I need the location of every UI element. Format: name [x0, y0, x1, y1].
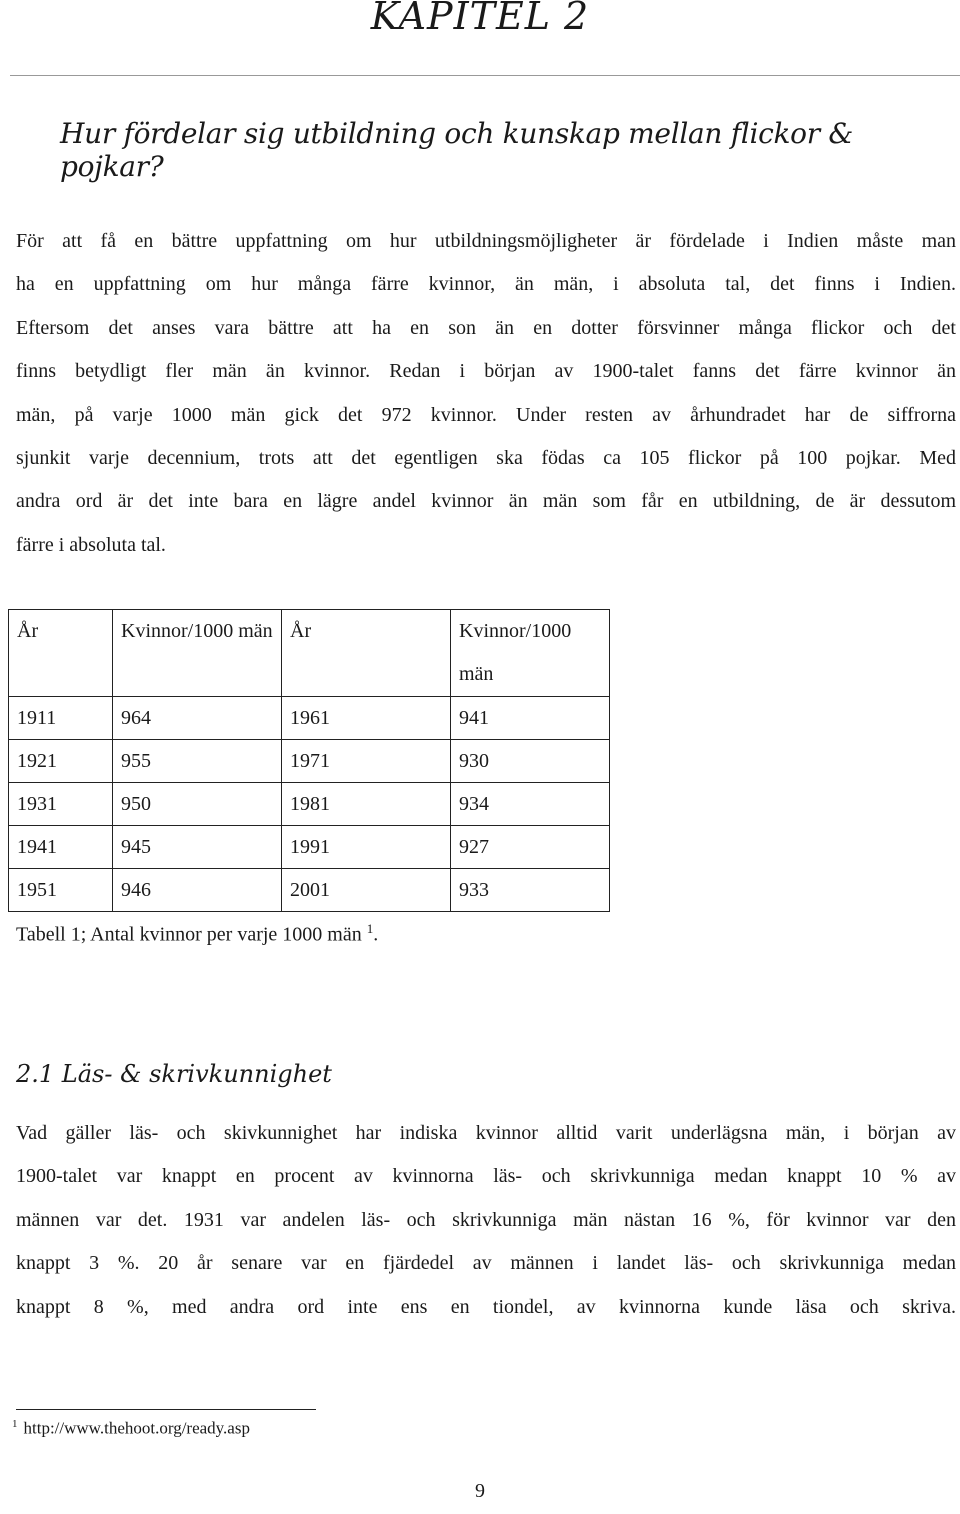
population-table	[8, 609, 610, 912]
header-cell: År	[9, 610, 113, 697]
paragraph-line: 1900-talet var knappt en procent av kvinnorna läs- och skrivkunniga medan knappt 10 % av	[16, 1165, 956, 1188]
table-cell: 2001	[282, 869, 451, 912]
paragraph-line: ha en uppfattning om hur många färre kvinnor, än män, i absoluta tal, det finns i Indien.	[16, 273, 956, 296]
footnote	[12, 1418, 250, 1439]
paragraph-line: knappt 8 %, med andra ord inte ens en tiondel, av kvinnorna kunde läsa och skriva.	[16, 1295, 956, 1318]
header-cell: Kvinnor/1000 män	[451, 610, 610, 697]
header-cell: Kvinnor/1000 män	[113, 610, 282, 697]
table-row	[9, 740, 610, 783]
paragraph-line: männen var det. 1931 var andelen läs- och skrivkunniga män nästan 16 %, för kvinnor var den	[16, 1208, 956, 1231]
paragraph-line: finns betydligt fler män än kvinnor. Redan i början av 1900-talet fanns det färre kvinnor än	[16, 360, 956, 383]
header-rule	[10, 75, 960, 76]
chapter-subtitle: Hur fördelar sig utbildning och kunskap mellan flickor & pojkar?	[60, 117, 854, 183]
table-row	[9, 783, 610, 826]
table-cell: 1941	[9, 826, 113, 869]
table-row	[9, 697, 610, 740]
table-row	[9, 826, 610, 869]
table-cell: 1991	[282, 826, 451, 869]
footnote-divider	[16, 1409, 316, 1410]
paragraph-line: knappt 3 %. 20 år senare var en fjärdedel av männen i landet läs- och skrivkunniga medan	[16, 1252, 956, 1275]
paragraph-literacy	[16, 1112, 956, 1329]
table-cell: 1951	[9, 869, 113, 912]
header-cell: År	[282, 610, 451, 697]
table-cell: 927	[451, 826, 610, 869]
page-number: 9	[475, 1480, 485, 1502]
footnote-link[interactable]: http://www.thehoot.org/ready.asp	[23, 1418, 250, 1438]
table-cell: 1931	[9, 783, 113, 826]
paragraph-line: färre i absoluta tal.	[16, 533, 166, 556]
table-row	[9, 869, 610, 912]
table-header-row	[9, 610, 610, 697]
table-cell: 941	[451, 697, 610, 740]
table-cell: 955	[113, 740, 282, 783]
table-cell: 1981	[282, 783, 451, 826]
table-cell: 1971	[282, 740, 451, 783]
table-cell: 934	[451, 783, 610, 826]
paragraph-line: För att få en bättre uppfattning om hur utbildningsmöjligheter är fördelade i Indien måste man	[16, 230, 956, 252]
table-cell: 933	[451, 869, 610, 912]
caption-end: .	[373, 923, 379, 946]
paragraph-intro	[16, 220, 956, 567]
paragraph-line: män, på varje 1000 män gick det 972 kvinnor. Under resten av århundradet har de siffrorna	[16, 403, 956, 426]
table-cell: 1921	[9, 740, 113, 783]
table-cell: 1961	[282, 697, 451, 740]
table-cell: 1911	[9, 697, 113, 740]
table-cell: 964	[113, 697, 282, 740]
table-cell: 945	[113, 826, 282, 869]
footnote-reference[interactable]: 1	[366, 921, 374, 936]
table-caption	[16, 921, 378, 947]
paragraph-line: Vad gäller läs- och skivkunnighet har indiska kvinnor alltid varit underlägsna män, i början av	[16, 1122, 956, 1144]
footnote-number: 1	[12, 1418, 18, 1430]
section-heading: 2.1 Läs- & skrivkunnighet	[16, 1060, 332, 1088]
chapter-title: KAPITEL 2	[370, 0, 590, 38]
paragraph-line: Eftersom det anses vara bättre att ha en son än en dotter försvinner många flickor och det	[16, 316, 956, 339]
table-cell: 950	[113, 783, 282, 826]
paragraph-line: andra ord är det inte bara en lägre andel kvinnor än män som får en utbildning, de är dessutom	[16, 490, 956, 513]
table-cell: 930	[451, 740, 610, 783]
table-cell: 946	[113, 869, 282, 912]
caption-text: Tabell 1; Antal kvinnor per varje 1000 män	[16, 923, 362, 946]
paragraph-line: sjunkit varje decennium, trots att det egentligen ska födas ca 105 flickor på 100 pojkar. Med	[16, 447, 956, 470]
